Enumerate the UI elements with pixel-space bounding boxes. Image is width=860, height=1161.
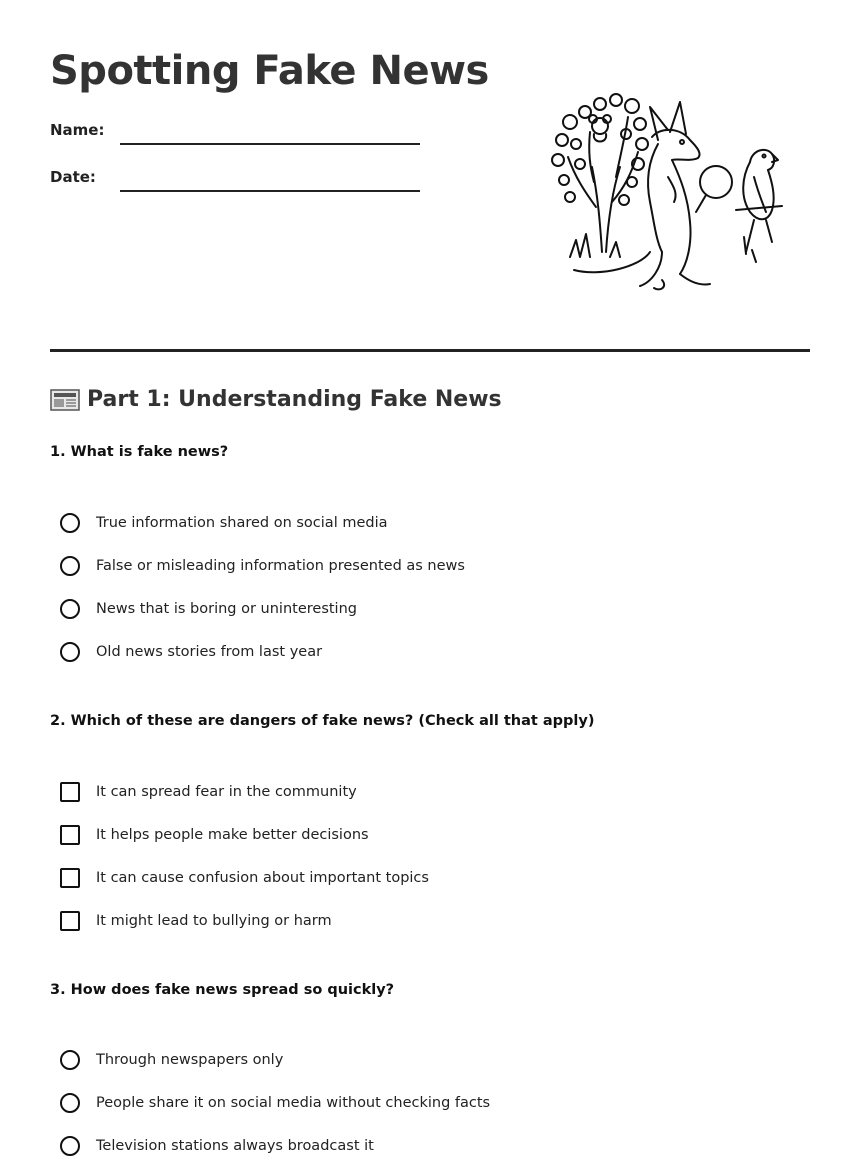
question-2-option-2[interactable] xyxy=(60,822,760,848)
section-divider xyxy=(50,349,810,352)
option-label: Old news stories from last year xyxy=(96,644,323,660)
radio-button[interactable] xyxy=(60,599,80,619)
option-label: It might lead to bullying or harm xyxy=(96,913,332,929)
option-label: News that is boring or uninteresting xyxy=(96,601,357,617)
section-heading-text: Part 1: Understanding Fake News xyxy=(87,387,502,412)
question-1-option-4[interactable] xyxy=(60,639,760,665)
radio-button[interactable] xyxy=(60,1050,80,1070)
checkbox[interactable] xyxy=(60,911,80,931)
tree-drawing xyxy=(552,94,648,257)
date-input-line[interactable] xyxy=(120,190,420,192)
question-3-option-2[interactable] xyxy=(60,1090,760,1116)
question-2-option-3[interactable] xyxy=(60,865,760,891)
option-label: Through newspapers only xyxy=(96,1052,284,1068)
checkbox[interactable] xyxy=(60,868,80,888)
option-label: Television stations always broadcast it xyxy=(96,1138,374,1154)
name-label: Name: xyxy=(50,121,105,139)
checkbox[interactable] xyxy=(60,782,80,802)
question-1-option-2[interactable] xyxy=(60,553,760,579)
question-3-option-1[interactable] xyxy=(60,1047,760,1073)
page-title: Spotting Fake News xyxy=(50,48,489,94)
date-field[interactable] xyxy=(50,168,420,198)
question-2: 2. Which of these are dangers of fake news? (Check all that apply) xyxy=(50,713,595,729)
radio-button[interactable] xyxy=(60,556,80,576)
radio-button[interactable] xyxy=(60,1136,80,1156)
radio-button[interactable] xyxy=(60,1093,80,1113)
option-label: False or misleading information presented as news xyxy=(96,558,465,574)
option-label: It can spread fear in the community xyxy=(96,784,357,800)
question-1-option-1[interactable] xyxy=(60,510,760,536)
name-field[interactable] xyxy=(50,121,420,151)
newspaper-icon xyxy=(50,388,80,412)
checkbox[interactable] xyxy=(60,825,80,845)
option-label: True information shared on social media xyxy=(96,515,388,531)
magnifying-glass-drawing xyxy=(696,166,732,212)
question-3: 3. How does fake news spread so quickly? xyxy=(50,982,395,998)
option-label: It can cause confusion about important topics xyxy=(96,870,429,886)
question-3-option-3[interactable] xyxy=(60,1133,760,1159)
question-2-option-4[interactable] xyxy=(60,908,760,934)
question-1: 1. What is fake news? xyxy=(50,444,229,460)
radio-button[interactable] xyxy=(60,513,80,533)
section-heading xyxy=(50,387,502,412)
parrot-drawing xyxy=(736,150,782,262)
date-label: Date: xyxy=(50,168,96,186)
question-2-option-1[interactable] xyxy=(60,779,760,805)
name-input-line[interactable] xyxy=(120,143,420,145)
question-1-option-3[interactable] xyxy=(60,596,760,622)
option-label: It helps people make better decisions xyxy=(96,827,369,843)
option-label: People share it on social media without checking facts xyxy=(96,1095,491,1111)
kangaroo-illustration xyxy=(540,82,790,297)
radio-button[interactable] xyxy=(60,642,80,662)
